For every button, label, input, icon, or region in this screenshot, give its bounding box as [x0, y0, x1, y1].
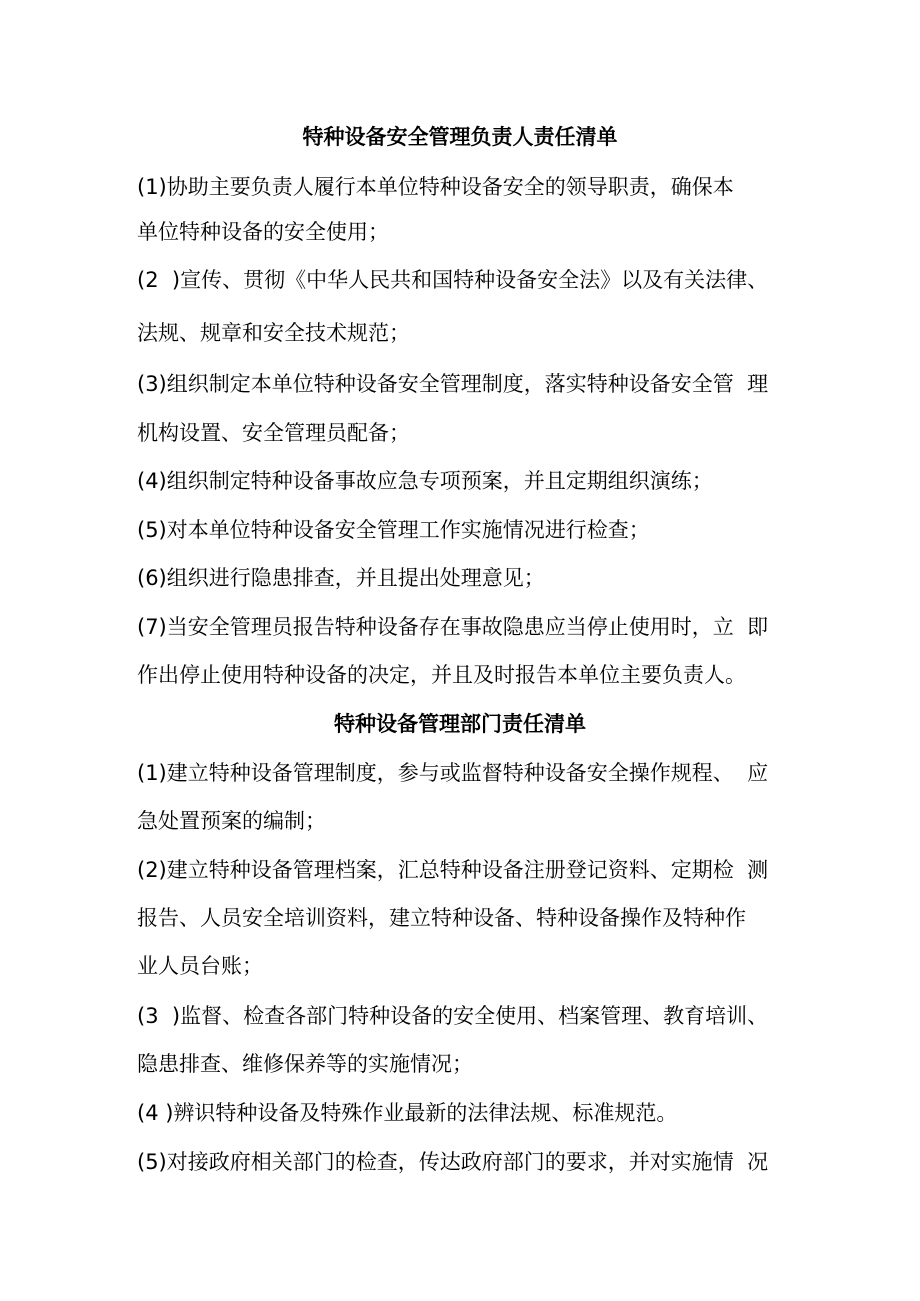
section1-line-6: 机构设置、安全管理员配备； [137, 421, 410, 445]
section1-title: 特种设备安全管理负责人责任清单 [302, 125, 618, 149]
section1-line-8: (5)对本单位特种设备安全管理工作实施情况进行检查； [137, 518, 650, 542]
section1-line-3: (2 )宣传、贯彻《中华人民共和国特种设备安全法》以及有关法律、 [137, 268, 769, 292]
section1-line-1: (1)协助主要负责人履行本单位特种设备安全的领导职责，确保本 [137, 175, 734, 199]
section1-line-2: 单位特种设备的安全使用； [137, 220, 389, 244]
section2-line-9: (5)对接政府相关部门的检查，传达政府部门的要求，并对实施情 况 [137, 1150, 769, 1174]
section2-line-3: (2)建立特种设备管理档案，汇总特种设备注册登记资料、定期检 测 [137, 858, 769, 882]
section2-line-5: 业人员台账； [137, 954, 263, 978]
section1-line-10: (7)当安全管理员报告特种设备存在事故隐患应当停止使用时，立 即 [137, 615, 769, 639]
section2-line-1: (1)建立特种设备管理制度，参与或监督特种设备安全操作规程、 应 [137, 761, 769, 785]
section2-title: 特种设备管理部门责任清单 [334, 712, 586, 736]
section1-line-4: 法规、规章和安全技术规范； [137, 321, 410, 345]
section1-line-7: (4)组织制定特种设备事故应急专项预案，并且定期组织演练； [137, 469, 713, 493]
section1-line-11: 作出停止使用特种设备的决定，并且及时报告本单位主要负责人。 [137, 663, 746, 687]
section1-line-9: (6)组织进行隐患排查，并且提出处理意见； [137, 566, 545, 590]
section1-line-5: (3)组织制定本单位特种设备安全管理制度，落实特种设备安全管 理 [137, 372, 769, 396]
section2-line-6: (3 )监督、检查各部门特种设备的安全使用、档案管理、教育培训、 [137, 1004, 769, 1028]
section2-line-2: 急处置预案的编制； [137, 809, 326, 833]
section2-line-4: 报告、人员安全培训资料，建立特种设备、特种设备操作及特种作 [137, 906, 746, 930]
section2-line-8: (4 )辨识特种设备及特殊作业最新的法律法规、标准规范。 [137, 1101, 678, 1125]
section2-line-7: 隐患排查、维修保养等的实施情况； [137, 1052, 473, 1076]
